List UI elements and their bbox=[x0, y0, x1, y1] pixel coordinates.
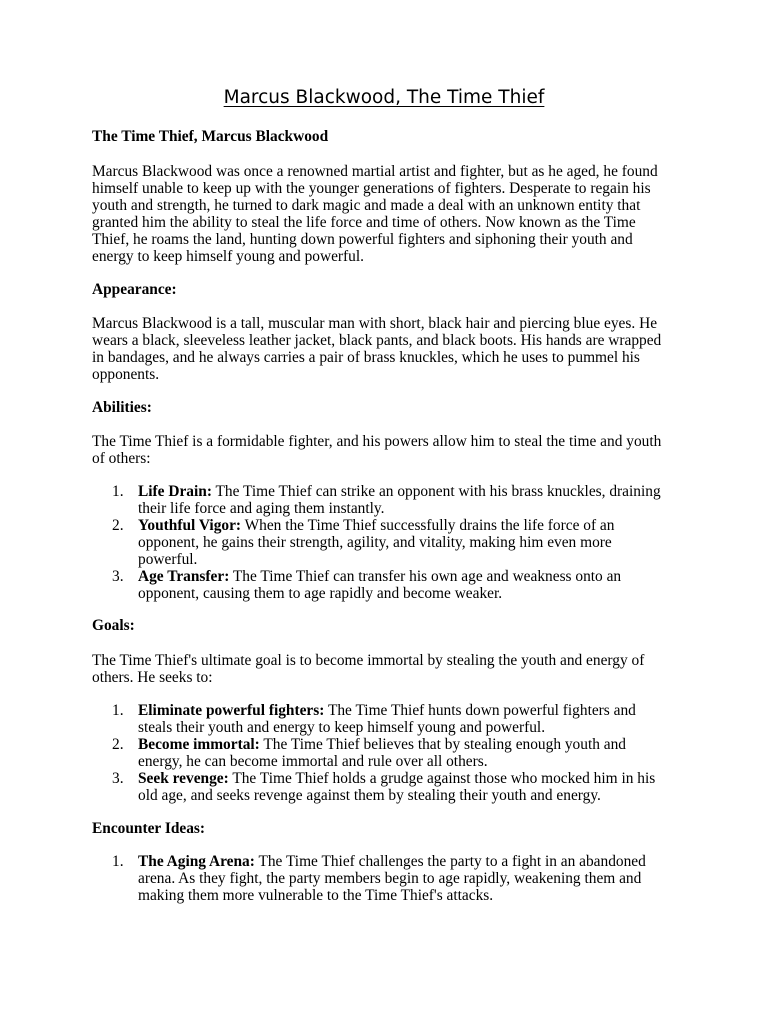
list-item bbox=[92, 568, 672, 602]
list-item bbox=[92, 517, 672, 568]
list-item bbox=[92, 770, 672, 804]
list-item-label: The Aging Arena: bbox=[138, 853, 255, 870]
list-item-text: The Time Thief can strike an opponent with his brass knuckles, draining their life force and aging them instantly. bbox=[138, 483, 661, 517]
appearance-paragraph: Marcus Blackwood is a tall, muscular man with short, black hair and piercing blue eyes. He wears a black, sleeveless leather jacket, black pants, and black boots. His hands are wrapped in bandages, and he always carries a pair of brass knuckles, which he uses to pummel his opponents. bbox=[92, 315, 662, 383]
document-title: Marcus Blackwood, The Time Thief bbox=[223, 87, 545, 108]
list-number: 3. bbox=[112, 770, 124, 787]
list-item-text: The Time Thief can transfer his own age and weakness onto an opponent, causing them to age rapidly and become weaker. bbox=[138, 568, 622, 602]
list-item bbox=[92, 853, 672, 904]
list-item-text: The Time Thief challenges the party to a fight in an abandoned arena. As they fight, the party members begin to age rapidly, weakening them and making them more vulnerable to the Time Thief's attacks. bbox=[138, 853, 646, 904]
appearance-heading: Appearance: bbox=[92, 281, 177, 298]
list-item-label: Seek revenge: bbox=[138, 770, 229, 787]
list-item-label: Life Drain: bbox=[138, 483, 212, 500]
list-number: 2. bbox=[112, 736, 124, 753]
abilities-heading: Abilities: bbox=[92, 399, 152, 416]
encounters-heading: Encounter Ideas: bbox=[92, 820, 206, 837]
document-subtitle: The Time Thief, Marcus Blackwood bbox=[92, 128, 329, 145]
list-number: 3. bbox=[112, 568, 124, 585]
list-item-label: Youthful Vigor: bbox=[138, 517, 242, 534]
goals-list bbox=[92, 702, 672, 804]
list-item-text: The Time Thief believes that by stealing enough youth and energy, he can become immortal and rule over all others. bbox=[138, 736, 626, 770]
list-number: 2. bbox=[112, 517, 124, 534]
list-item-label: Become immortal: bbox=[138, 736, 260, 753]
list-item-text: The Time Thief holds a grudge against those who mocked him in his old age, and seeks revenge against them by stealing their youth and energy. bbox=[138, 770, 656, 804]
list-number: 1. bbox=[112, 702, 124, 719]
goals-heading: Goals: bbox=[92, 617, 135, 634]
intro-paragraph: Marcus Blackwood was once a renowned martial artist and fighter, but as he aged, he found himself unable to keep up with the younger generations of fighters. Desperate to regain his youth and strength, he turned to dark magic and made a deal with an unknown entity that granted him the ability to steal the life force and time of others. Now known as the Time Thief, he roams the land, hunting down powerful fighters and siphoning their youth and energy to keep himself young and powerful. bbox=[92, 163, 658, 265]
list-number: 1. bbox=[112, 853, 124, 870]
encounters-list bbox=[92, 853, 672, 904]
abilities-list bbox=[92, 483, 672, 602]
list-item-text: The Time Thief hunts down powerful fighters and steals their youth and energy to keep himself young and powerful. bbox=[138, 702, 636, 736]
list-item bbox=[92, 702, 672, 736]
list-number: 1. bbox=[112, 483, 124, 500]
list-item bbox=[92, 483, 672, 517]
list-item-text: When the Time Thief successfully drains the life force of an opponent, he gains their strength, agility, and vitality, making him even more powerful. bbox=[138, 517, 615, 568]
list-item-label: Age Transfer: bbox=[138, 568, 230, 585]
abilities-paragraph: The Time Thief is a formidable fighter, and his powers allow him to steal the time and youth of others: bbox=[92, 433, 662, 467]
list-item-label: Eliminate powerful fighters: bbox=[138, 702, 325, 719]
list-item bbox=[92, 736, 672, 770]
goals-paragraph: The Time Thief's ultimate goal is to become immortal by stealing the youth and energy of others. He seeks to: bbox=[92, 652, 645, 686]
